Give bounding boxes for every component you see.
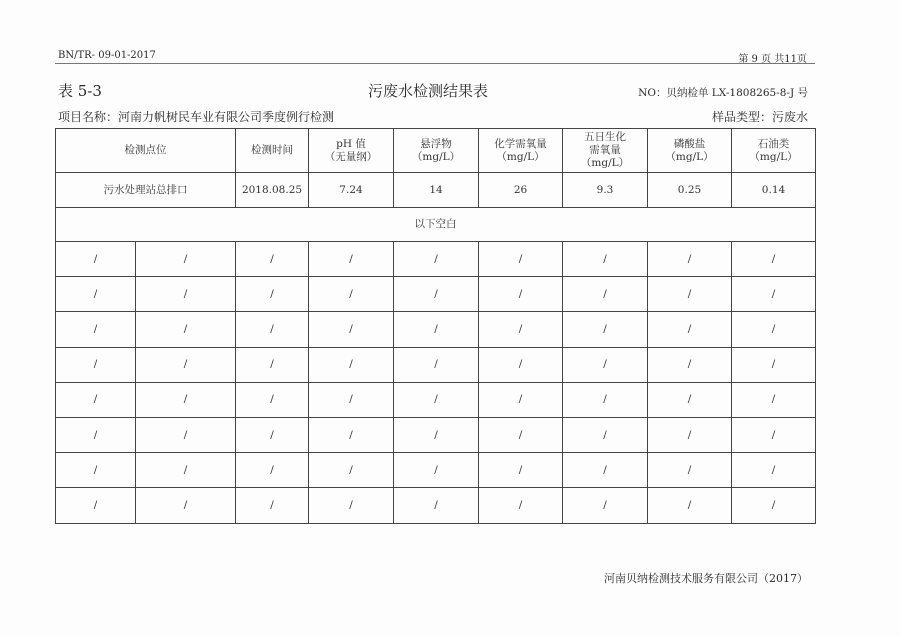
blank-cell: / — [56, 417, 136, 452]
blank-cell: / — [479, 382, 563, 417]
blank-cell: / — [236, 453, 309, 488]
table-cell: 污水处理站总排口 — [56, 173, 236, 208]
blank-cell: / — [136, 347, 236, 382]
blank-cell: / — [563, 312, 648, 347]
report-number: NO：贝纳检单 LX-1808265-8-J 号 — [638, 87, 808, 99]
column-header: 检测点位 — [56, 129, 236, 173]
blank-cell: / — [563, 242, 648, 277]
blank-row — [56, 417, 816, 452]
blank-cell: / — [394, 312, 479, 347]
sample-type: 样品类型：污废水 — [711, 110, 808, 124]
column-header: 石油类 （mg/L） — [732, 129, 816, 173]
blank-cell: / — [648, 312, 732, 347]
blank-cell: / — [394, 347, 479, 382]
blank-cell: / — [309, 382, 394, 417]
blank-cell: / — [56, 382, 136, 417]
blank-cell: / — [309, 277, 394, 312]
blank-cell: / — [394, 277, 479, 312]
blank-row — [56, 488, 816, 523]
blank-cell: / — [394, 417, 479, 452]
blank-cell: / — [479, 312, 563, 347]
blank-row — [56, 347, 816, 382]
blank-cell: / — [394, 453, 479, 488]
blank-cell: / — [732, 417, 816, 452]
blank-cell: / — [732, 277, 816, 312]
blank-cell: / — [648, 242, 732, 277]
header-divider — [55, 63, 815, 64]
blank-cell: / — [309, 488, 394, 523]
table-row — [56, 173, 816, 208]
page-title: 污废水检测结果表 — [368, 82, 489, 100]
blank-cell: / — [732, 453, 816, 488]
blank-cell: / — [56, 488, 136, 523]
column-header: 磷酸盐 （mg/L） — [648, 129, 732, 173]
blank-cell: / — [309, 417, 394, 452]
blank-cell: / — [563, 417, 648, 452]
table-cell: 0.14 — [732, 173, 816, 208]
blank-cell: / — [56, 453, 136, 488]
blank-row — [56, 242, 816, 277]
company-footer: 河南贝纳检测技术服务有限公司（2017） — [604, 572, 808, 585]
results-table — [55, 128, 816, 524]
blank-cell: / — [732, 488, 816, 523]
blank-cell: / — [236, 347, 309, 382]
blank-cell: / — [236, 417, 309, 452]
blank-cell: / — [136, 277, 236, 312]
blank-cell: / — [56, 347, 136, 382]
blank-cell: / — [479, 347, 563, 382]
document-code: BN/TR- 09-01-2017 — [58, 50, 156, 61]
column-header: 化学需氧量 （mg/L） — [479, 129, 563, 173]
blank-cell: / — [563, 453, 648, 488]
blank-cell: / — [563, 347, 648, 382]
blank-cell: / — [479, 242, 563, 277]
blank-cell: / — [648, 453, 732, 488]
blank-row — [56, 382, 816, 417]
blank-cell: / — [56, 277, 136, 312]
blank-cell: / — [136, 382, 236, 417]
blank-cell: / — [563, 488, 648, 523]
column-header: 悬浮物 （mg/L） — [394, 129, 479, 173]
blank-note-row — [56, 208, 816, 242]
blank-cell: / — [236, 382, 309, 417]
table-cell: 9.3 — [563, 173, 648, 208]
blank-cell: / — [563, 382, 648, 417]
blank-cell: / — [479, 277, 563, 312]
blank-cell: / — [394, 382, 479, 417]
blank-cell: / — [648, 417, 732, 452]
blank-cell: / — [648, 277, 732, 312]
blank-cell: / — [56, 312, 136, 347]
table-cell: 0.25 — [648, 173, 732, 208]
project-name: 项目名称：河南力帆树民车业有限公司季度例行检测 — [58, 110, 335, 124]
blank-cell: / — [309, 347, 394, 382]
column-header: 五日生化 需氧量 （mg/L） — [563, 129, 648, 173]
blank-cell: / — [136, 453, 236, 488]
blank-cell: / — [309, 453, 394, 488]
blank-cell: / — [136, 242, 236, 277]
blank-cell: / — [56, 242, 136, 277]
blank-cell: / — [136, 488, 236, 523]
table-cell: 7.24 — [309, 173, 394, 208]
blank-cell: / — [236, 488, 309, 523]
blank-cell: / — [648, 347, 732, 382]
page-info: 第 9 页 共11页 — [738, 54, 807, 65]
blank-cell: / — [563, 277, 648, 312]
table-number: 表 5-3 — [58, 82, 102, 100]
blank-cell: / — [394, 488, 479, 523]
blank-cell: / — [236, 312, 309, 347]
blank-cell: / — [732, 312, 816, 347]
blank-cell: / — [732, 347, 816, 382]
blank-cell: / — [732, 382, 816, 417]
blank-cell: / — [236, 277, 309, 312]
blank-cell: / — [236, 242, 309, 277]
blank-cell: / — [648, 488, 732, 523]
blank-cell: / — [648, 382, 732, 417]
blank-row — [56, 312, 816, 347]
blank-row — [56, 277, 816, 312]
blank-cell: / — [136, 417, 236, 452]
header-row — [56, 129, 816, 173]
blank-cell: / — [309, 312, 394, 347]
blank-cell: / — [479, 488, 563, 523]
blank-cell: / — [479, 453, 563, 488]
table-cell: 2018.08.25 — [236, 173, 309, 208]
table-cell: 26 — [479, 173, 563, 208]
blank-row — [56, 453, 816, 488]
blank-cell: / — [394, 242, 479, 277]
column-header: 检测时间 — [236, 129, 309, 173]
blank-cell: / — [732, 242, 816, 277]
blank-cell: / — [136, 312, 236, 347]
column-header: pH 值 （无量纲） — [309, 129, 394, 173]
table-cell: 14 — [394, 173, 479, 208]
blank-cell: / — [479, 417, 563, 452]
blank-note: 以下空白 — [56, 208, 816, 242]
blank-cell: / — [309, 242, 394, 277]
